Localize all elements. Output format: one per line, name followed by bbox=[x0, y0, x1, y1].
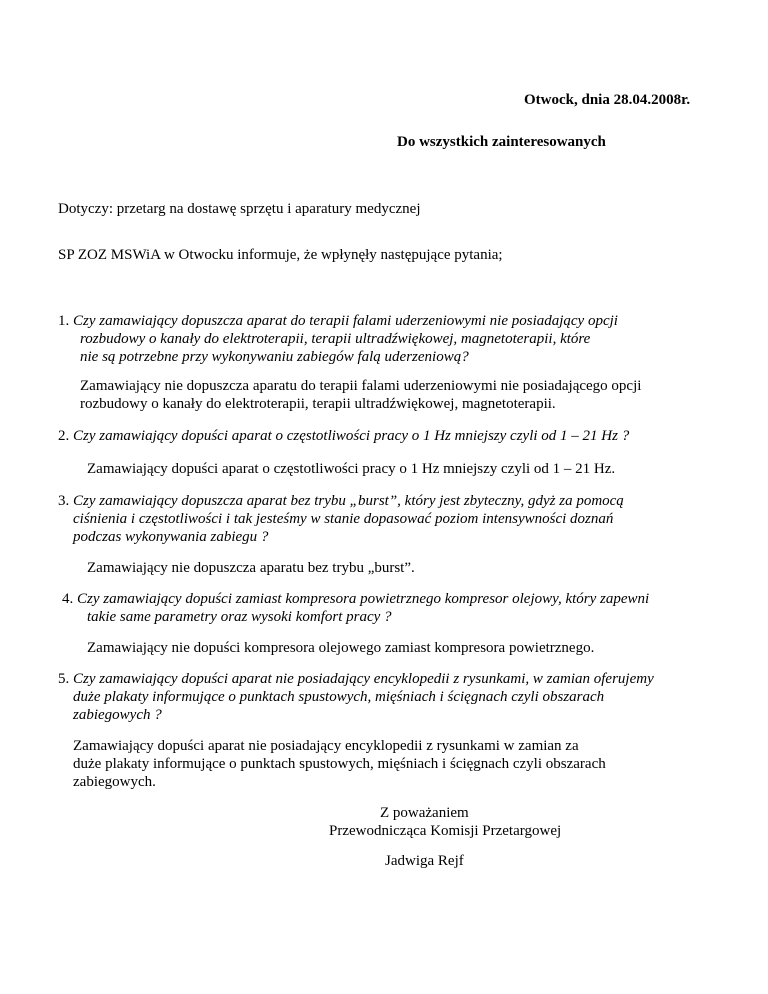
question-number-4: 4. bbox=[62, 591, 74, 607]
question-5-line-1: Czy zamawiający dopuści aparat nie posiadający encyklopedii z rysunkami, w zamian oferujemy bbox=[73, 671, 654, 687]
addressee: Do wszystkich zainteresowanych bbox=[397, 134, 606, 150]
closing-role: Przewodnicząca Komisji Przetargowej bbox=[329, 823, 562, 839]
question-1-line-1: Czy zamawiający dopuszcza aparat do terapii falami uderzeniowymi nie posiadający opcji bbox=[73, 313, 618, 329]
answer-1-line-2: rozbudowy o kanały do elektroterapii, terapii ultradźwiękowej, magnetoterapii. bbox=[80, 396, 556, 412]
signatory-name: Jadwiga Rejf bbox=[385, 853, 464, 869]
answer-4-line-1: Zamawiający nie dopuści kompresora olejowego zamiast kompresora powietrznego. bbox=[87, 640, 595, 656]
closing-greeting: Z poważaniem bbox=[380, 805, 469, 821]
answer-3-line-1: Zamawiający nie dopuszcza aparatu bez trybu „burst”. bbox=[87, 560, 415, 576]
question-5-line-2: duże plakaty informujące o punktach spustowych, mięśniach i ścięgnach czyli obszarach bbox=[73, 689, 605, 705]
question-number-3: 3. bbox=[58, 493, 70, 509]
question-3-line-1: Czy zamawiający dopuszcza aparat bez trybu „burst”, który jest zbyteczny, gdyż za pomocą bbox=[73, 493, 624, 509]
subject-line: Dotyczy: przetarg na dostawę sprzętu i aparatury medycznej bbox=[58, 201, 421, 217]
answer-5-line-1: Zamawiający dopuści aparat nie posiadający encyklopedii z rysunkami w zamian za bbox=[73, 738, 579, 754]
answer-5-line-2: duże plakaty informujące o punktach spustowych, mięśniach i ścięgnach czyli obszarach bbox=[73, 756, 606, 772]
question-1-line-2: rozbudowy o kanały do elektroterapii, terapii ultradźwiękowej, magnetoterapii, które bbox=[80, 331, 591, 347]
answer-1-line-1: Zamawiający nie dopuszcza aparatu do terapii falami uderzeniowymi nie posiadającego opcji bbox=[80, 378, 642, 394]
intro-line: SP ZOZ MSWiA w Otwocku informuje, że wpłynęły następujące pytania; bbox=[58, 247, 503, 263]
answer-5-line-3: zabiegowych. bbox=[73, 774, 156, 790]
question-number-2: 2. bbox=[58, 428, 70, 444]
question-number-1: 1. bbox=[58, 313, 70, 329]
question-4-line-1: Czy zamawiający dopuści zamiast kompresora powietrznego kompresor olejowy, który zapewni bbox=[77, 591, 650, 607]
place-date: Otwock, dnia 28.04.2008r. bbox=[524, 92, 691, 108]
question-number-5: 5. bbox=[58, 671, 70, 687]
question-2-line-1: Czy zamawiający dopuści aparat o częstotliwości pracy o 1 Hz mniejszy czyli od 1 – 21 Hz ? bbox=[73, 428, 630, 444]
question-3-line-3: podczas wykonywania zabiegu ? bbox=[73, 529, 269, 545]
question-4-line-2: takie same parametry oraz wysoki komfort pracy ? bbox=[87, 609, 392, 625]
answer-2-line-1: Zamawiający dopuści aparat o częstotliwości pracy o 1 Hz mniejszy czyli od 1 – 21 Hz. bbox=[87, 461, 616, 477]
question-1-line-3: nie są potrzebne przy wykonywaniu zabiegów falą uderzeniową? bbox=[80, 349, 469, 365]
question-3-line-2: ciśnienia i częstotliwości i tak jesteśmy w stanie dopasować poziom intensywności doznań bbox=[73, 511, 614, 527]
question-5-line-3: zabiegowych ? bbox=[73, 707, 162, 723]
